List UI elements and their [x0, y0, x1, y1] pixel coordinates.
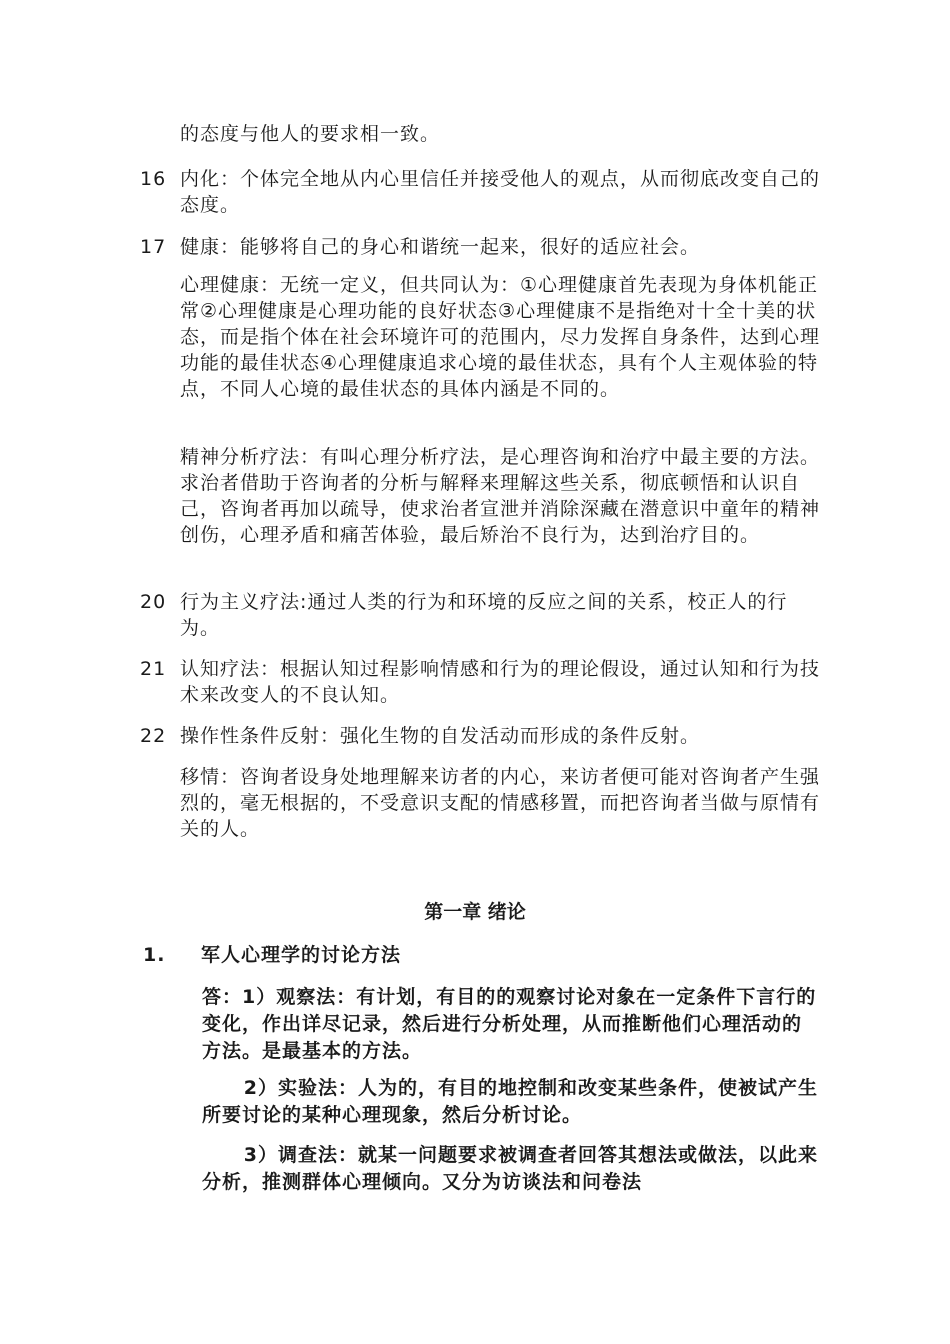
entry-text: 行为主义疗法:通过人类的行为和环境的反应之间的关系，校正人的行为。 — [180, 591, 788, 639]
glossary-entry-16 — [140, 166, 820, 218]
glossary-entry-17 — [140, 234, 820, 260]
glossary-entry-psychoanalysis — [140, 444, 820, 548]
answer-survey: 3）调查法：就某一问题要求被调查者回答其想法或做法，以此来分析，推测群体心理倾向。又分为访谈法和问卷法 — [202, 1144, 819, 1193]
glossary-entry-20 — [140, 589, 820, 641]
entry-text: 认知疗法：根据认知过程影响情感和行为的理论假设，通过认知和行为技术来改变人的不良认知。 — [180, 658, 821, 706]
chapter-title: 第一章 绪论 — [424, 901, 526, 923]
entry-text: 心理健康：无统一定义，但共同认为：①心理健康首先表现为身体机能正常②心理健康是心理功能的良好状态③心理健康不是指绝对十全十美的状态，而是指个体在社会环境许可的范围内，尽力发挥自身条件，达到心理功能的最佳状态④心理健康追求心境的最佳状态，具有个人主观体验的特点，不同人心境的最佳状态的具体内涵是不同的。 — [180, 274, 821, 400]
question-heading — [143, 942, 401, 968]
entry-number: 20 — [140, 591, 167, 613]
answer-observation: 答：1）观察法：有计划，有目的的观察讨论对象在一定条件下言行的变化，作出详尽记录，然后进行分析处理，从而推断他们心理活动的方法。是最基本的方法。 — [202, 986, 817, 1062]
glossary-entry-21 — [140, 656, 820, 708]
entry-number: 21 — [140, 658, 167, 680]
entry-number: 17 — [140, 236, 167, 258]
entry-text: 内化：个体完全地从内心里信任并接受他人的观点，从而彻底改变自己的态度。 — [180, 168, 821, 216]
entry-number: 22 — [140, 725, 167, 747]
glossary-entry-22 — [140, 723, 820, 749]
continuation-text: 的态度与他人的要求相一致。 — [180, 123, 441, 145]
question-number: 1. — [143, 944, 166, 966]
entry-text: 精神分析疗法：有叫心理分析疗法，是心理咨询和治疗中最主要的方法。求治者借助于咨询者的分析与解释来理解这些关系，彻底顿悟和认识自己，咨询者再加以疏导，使求治者宣泄并消除深藏在潜意识中童年的精神创伤，心理矛盾和痛苦体验，最后矫治不良行为，达到治疗目的。 — [180, 446, 821, 546]
entry-text: 操作性条件反射：强化生物的自发活动而形成的条件反射。 — [180, 725, 701, 747]
question-text: 军人心理学的讨论方法 — [201, 944, 402, 966]
entry-text: 移情：咨询者设身处地理解来访者的内心，来访者便可能对咨询者产生强烈的，毫无根据的，不受意识支配的情感移置，而把咨询者当做与原情有关的人。 — [180, 766, 821, 840]
entry-text: 健康：能够将自己的身心和谐统一起来，很好的适应社会。 — [180, 236, 701, 258]
glossary-entry-transference — [140, 764, 820, 842]
glossary-entry-mental-health — [140, 272, 820, 402]
answer-experiment: 2）实验法：人为的，有目的地控制和改变某些条件，使被试产生所要讨论的某种心理现象，然后分析讨论。 — [202, 1077, 819, 1126]
entry-number: 16 — [140, 168, 167, 190]
